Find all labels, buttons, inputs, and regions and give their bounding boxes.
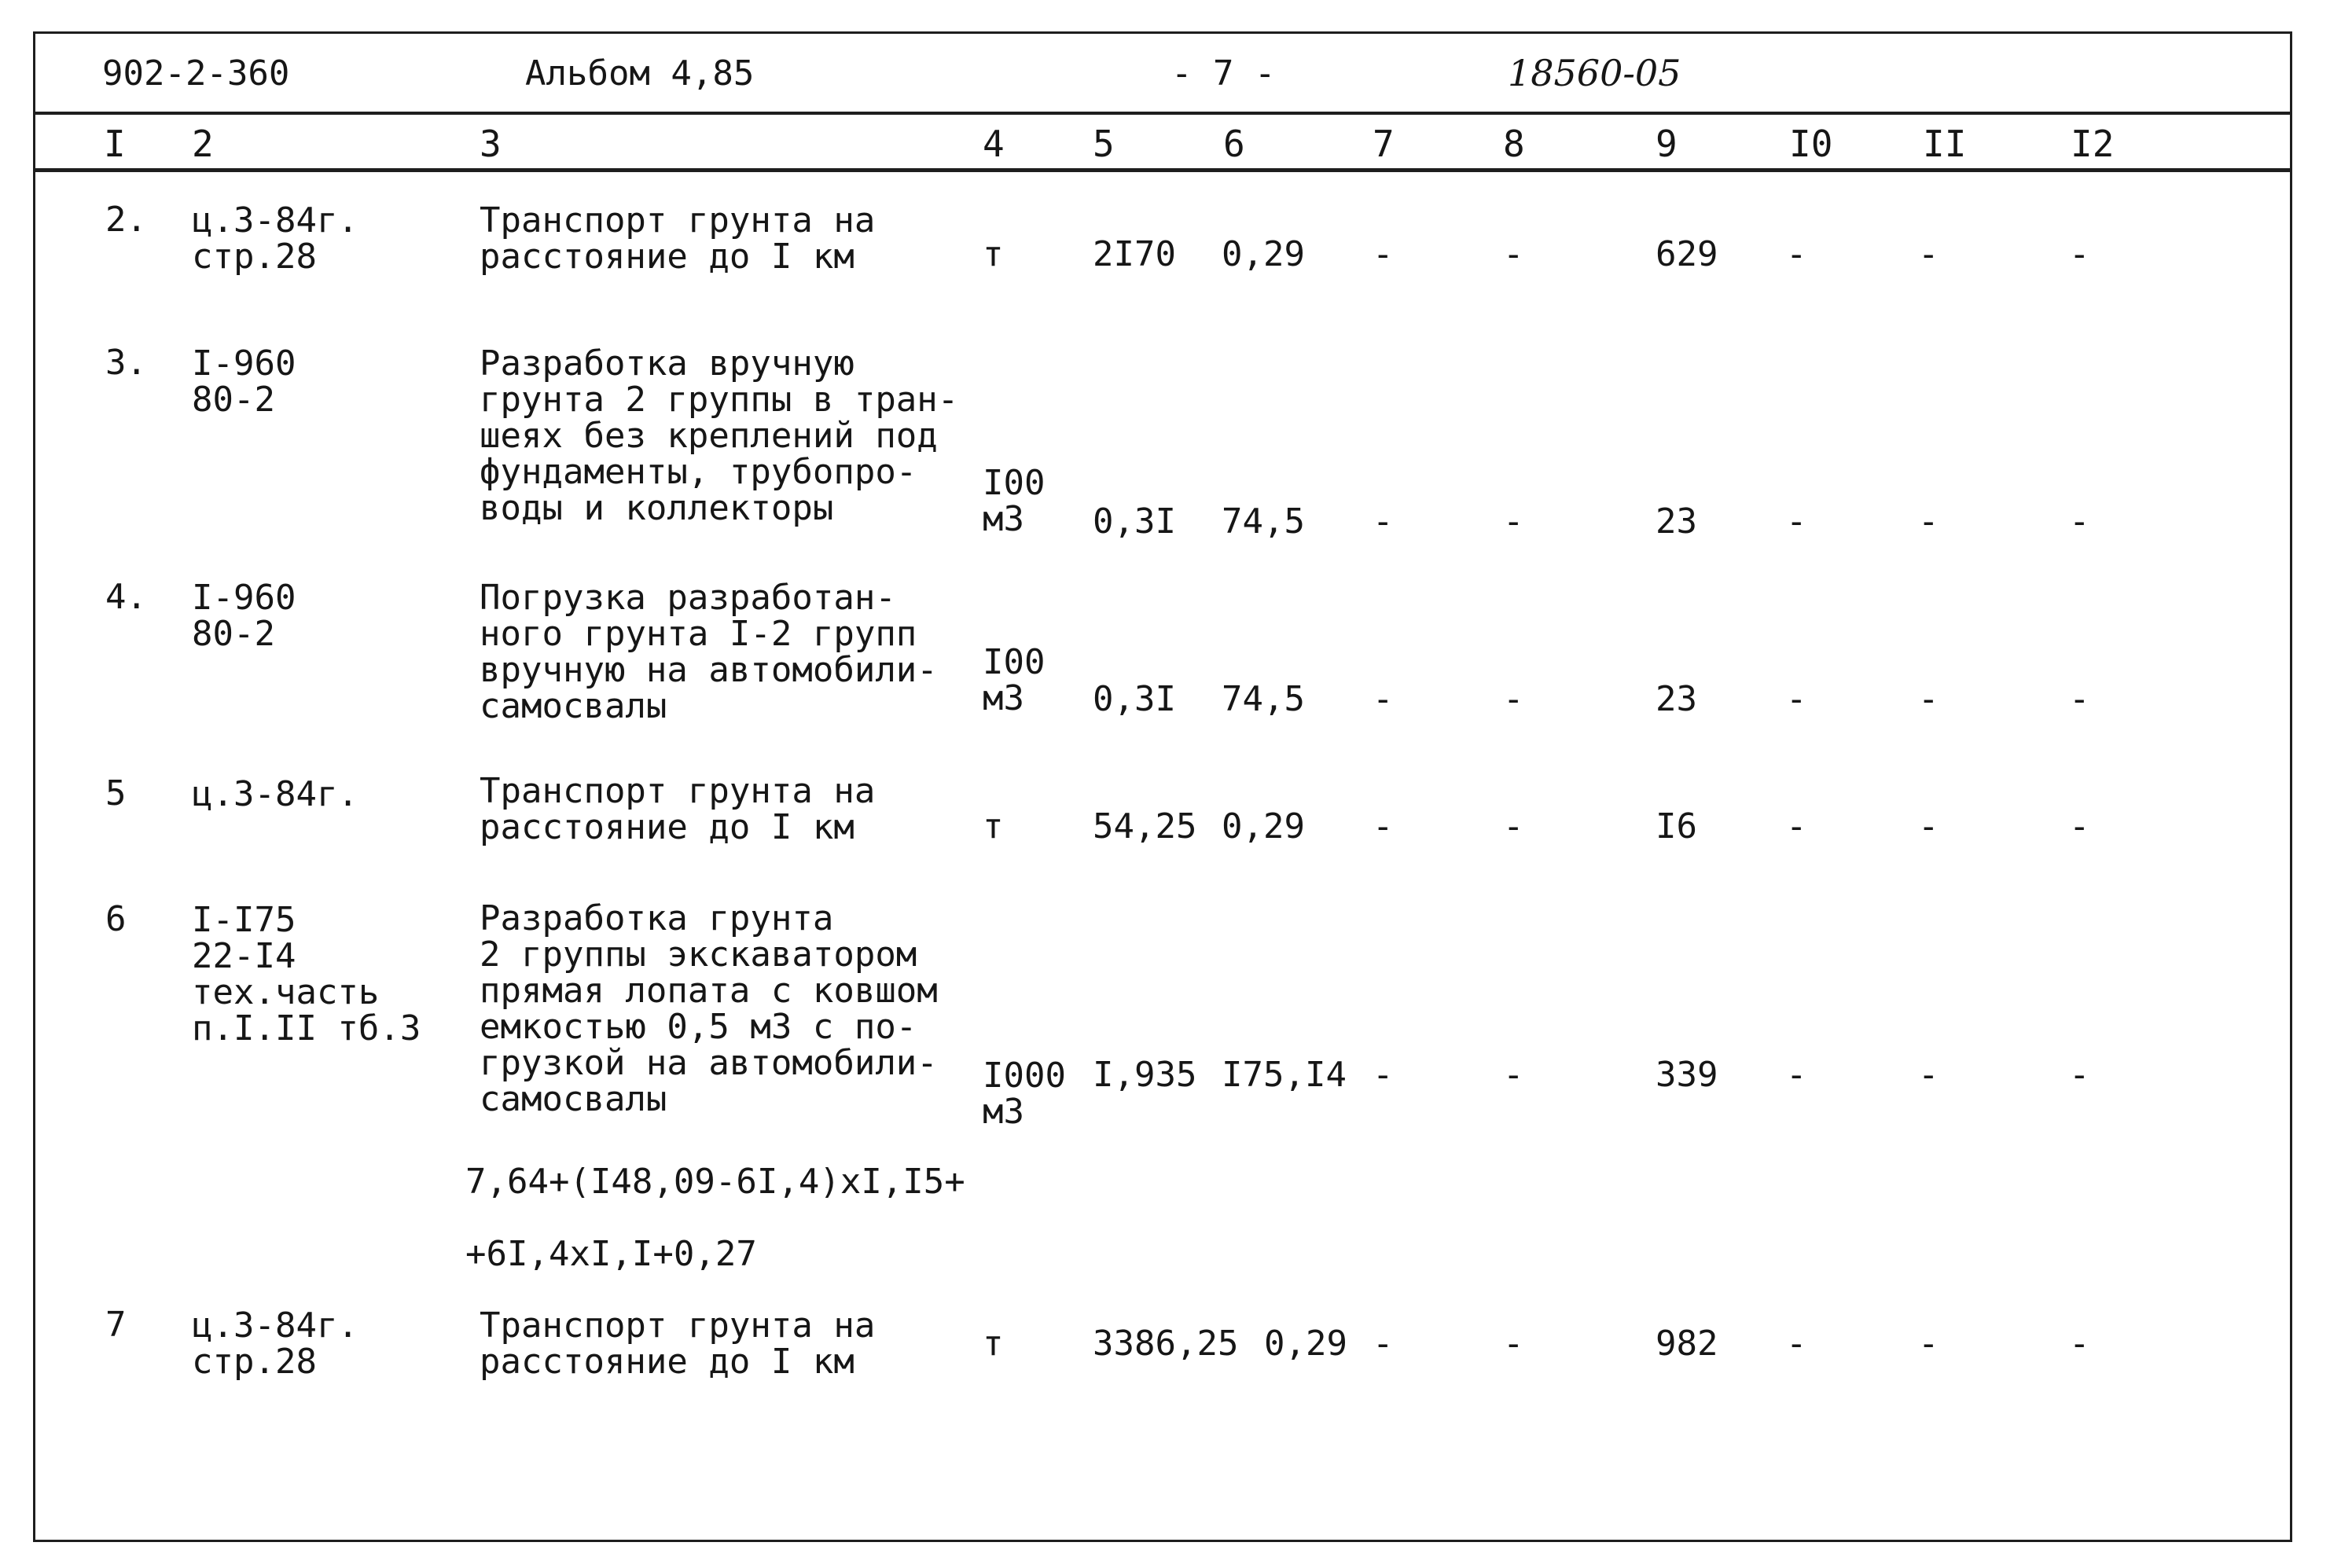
- total-value: 982: [1656, 1324, 1718, 1364]
- col12-value: -: [2069, 1055, 2090, 1095]
- row-number: 7: [105, 1305, 127, 1345]
- calculation-formula: 7,64+(I48,09-6I,4)xI,I5+ +6I,4xI,I+0,27: [465, 1162, 965, 1274]
- row-number: 4.: [105, 577, 147, 617]
- col11-value: -: [1918, 501, 1939, 542]
- col7-value: -: [1373, 806, 1394, 846]
- column-number: I0: [1789, 123, 1833, 165]
- col10-value: -: [1786, 1055, 1807, 1095]
- document-number: 18560-05: [1508, 52, 1681, 94]
- unit: т: [983, 1324, 1004, 1364]
- column-number: I2: [2071, 123, 2115, 165]
- col7-value: -: [1373, 501, 1394, 542]
- col12-value: -: [2069, 1324, 2090, 1364]
- total-value: 23: [1656, 679, 1697, 719]
- column-number: I: [104, 123, 126, 165]
- quantity: 0,3I: [1093, 679, 1176, 719]
- col12-value: -: [2069, 234, 2090, 274]
- col8-value: -: [1503, 501, 1524, 542]
- col11-value: -: [1918, 806, 1939, 846]
- norm-reference: ц.3-84г. стр.28: [192, 200, 358, 277]
- unit-price: 74,5: [1222, 679, 1305, 719]
- column-header-rule: [33, 168, 2292, 172]
- unit: I00 м3: [983, 642, 1046, 718]
- norm-reference: I-960 80-2: [192, 343, 296, 420]
- unit: т: [983, 234, 1004, 274]
- quantity: 3386,25: [1093, 1324, 1239, 1364]
- col10-value: -: [1786, 806, 1807, 846]
- col11-value: -: [1918, 679, 1939, 719]
- work-description: Разработка грунта 2 группы экскаватором прямая лопата с ковшом емкостью 0,5 м3 с по- грузкой на автомобили- самосвалы: [480, 898, 938, 1119]
- work-description: Транспорт грунта на расстояние до I км: [480, 200, 876, 277]
- col7-value: -: [1373, 679, 1394, 719]
- row-number: 5: [105, 773, 127, 813]
- total-value: 339: [1656, 1055, 1718, 1095]
- column-number: 2: [192, 123, 214, 165]
- col7-value: -: [1373, 234, 1394, 274]
- project-code: 902-2-360: [102, 53, 290, 94]
- col8-value: -: [1503, 679, 1524, 719]
- unit: т: [983, 806, 1004, 846]
- unit: I000 м3: [983, 1056, 1066, 1132]
- total-value: I6: [1656, 806, 1697, 846]
- norm-reference: ц.3-84г. стр.28: [192, 1305, 358, 1382]
- header-rule: [33, 112, 2292, 115]
- quantity: 54,25: [1093, 806, 1197, 846]
- column-number: 4: [983, 123, 1005, 165]
- col11-value: -: [1918, 1055, 1939, 1095]
- col10-value: -: [1786, 234, 1807, 274]
- quantity: I,935: [1093, 1055, 1197, 1095]
- total-value: 23: [1656, 501, 1697, 542]
- column-number: 3: [480, 123, 502, 165]
- unit-price: 0,29: [1222, 806, 1305, 846]
- norm-reference: ц.3-84г.: [192, 774, 358, 814]
- total-value: 629: [1656, 234, 1718, 274]
- column-number: 8: [1503, 123, 1525, 165]
- col10-value: -: [1786, 1324, 1807, 1364]
- col11-value: -: [1918, 1324, 1939, 1364]
- row-number: 6: [105, 899, 127, 939]
- col12-value: -: [2069, 501, 2090, 542]
- column-number: 7: [1373, 123, 1395, 165]
- column-number: II: [1923, 123, 1967, 165]
- row-number: 2.: [105, 200, 147, 240]
- col8-value: -: [1503, 1324, 1524, 1364]
- unit-price: 74,5: [1222, 501, 1305, 542]
- col8-value: -: [1503, 1055, 1524, 1095]
- unit-price: 0,29: [1264, 1324, 1347, 1364]
- column-number: 9: [1656, 123, 1678, 165]
- album-label: Альбом 4,85: [525, 53, 755, 94]
- work-description: Транспорт грунта на расстояние до I км: [480, 771, 876, 847]
- col10-value: -: [1786, 679, 1807, 719]
- col12-value: -: [2069, 806, 2090, 846]
- col8-value: -: [1503, 234, 1524, 274]
- col8-value: -: [1503, 806, 1524, 846]
- work-description: Погрузка разработан- ного грунта I-2 групп вручную на автомобили- самосвалы: [480, 578, 938, 726]
- quantity: 2I70: [1093, 234, 1176, 274]
- row-number: 3.: [105, 343, 147, 383]
- col10-value: -: [1786, 501, 1807, 542]
- work-description: Транспорт грунта на расстояние до I км: [480, 1305, 876, 1382]
- col7-value: -: [1373, 1324, 1394, 1364]
- column-number: 5: [1093, 123, 1115, 165]
- norm-reference: I-960 80-2: [192, 578, 296, 654]
- norm-reference: I-I75 22-I4 тех.часть п.I.II тб.3: [192, 900, 421, 1048]
- unit: I00 м3: [983, 463, 1046, 539]
- unit-price: 0,29: [1222, 234, 1305, 274]
- col7-value: -: [1373, 1055, 1394, 1095]
- column-number: 6: [1223, 123, 1245, 165]
- unit-price: I75,I4: [1222, 1055, 1347, 1095]
- col11-value: -: [1918, 234, 1939, 274]
- col12-value: -: [2069, 679, 2090, 719]
- page-number: - 7 -: [1171, 53, 1276, 94]
- quantity: 0,3I: [1093, 501, 1176, 542]
- work-description: Разработка вручную грунта 2 группы в тран- шеях без креплений под фундаменты, трубопро- воды и коллекторы: [480, 343, 959, 528]
